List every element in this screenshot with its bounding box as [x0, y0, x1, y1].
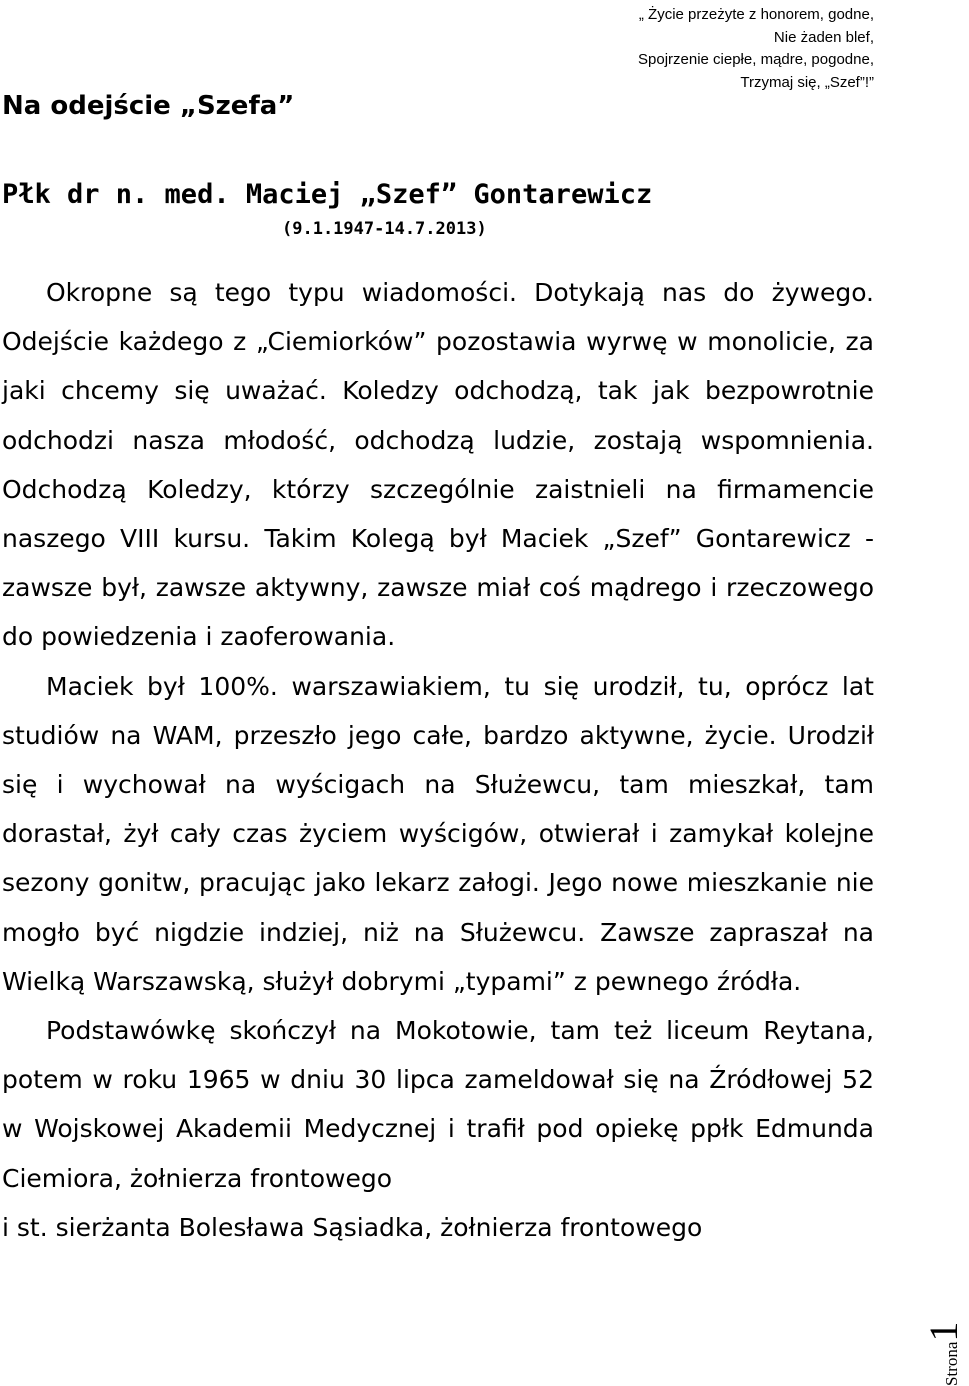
- paragraph: i st. sierżanta Bolesława Sąsiadka, żołnierza frontowego: [2, 1212, 703, 1242]
- page-number: 1: [921, 1321, 966, 1342]
- epigraph-line: „ Życie przeżyte z honorem, godne,: [638, 6, 874, 23]
- page-footer: [921, 1321, 969, 1386]
- subject-dates: (9.1.1947-14.7.2013): [282, 219, 487, 239]
- epigraph-line: Nie żaden blef,: [773, 28, 874, 46]
- body-text: [2, 268, 874, 1252]
- paragraph: Okropne są tego typu wiadomości. Dotykają nas do żywego. Odejście każdego z „Ciemiorków” pozostawia wyrwę w monolicie, za jaki chcemy się uważać. Koledzy odchodzą, tak jak bezpowrotnie odchodzi nasza młodość, odchodzą ludzie, zostają wspomnienia. Odchodzą Koledzy, którzy szczególnie zaistnieli na firmamencie naszego VIII kursu. Takim Kolegą był Maciek „Szef” Gontarewicz - zawsze był, zawsze aktywny, zawsze miał coś mądrego i rzeczowego do powiedzenia i zaoferowania.: [2, 278, 874, 652]
- page-label: Strona: [942, 1341, 961, 1386]
- subject-name: Płk dr n. med. Maciej „Szef” Gontarewicz: [2, 179, 653, 210]
- epigraph-line: Trzymaj się, „Szef”!”: [740, 73, 874, 91]
- epigraph: [638, 4, 874, 94]
- paragraph: Maciek był 100%. warszawiakiem, tu się urodził, tu, oprócz lat studiów na WAM, przeszło jego całe, bardzo aktywne, życie. Urodził się i wychował na wyścigach na Służewcu, tam mieszkał, tam dorastał, żył cały czas życiem wyścigów, otwierał i zamykał kolejne sezony gonitw, pracując jako lekarz załogi. Jego nowe mieszkanie nie mogło być nigdzie indziej, niż na Służewcu. Zawsze zapraszał na Wielką Warszawską, służył dobrymi „typami” z pewnego źródła.: [2, 671, 874, 996]
- document-title: Na odejście „Szefa”: [2, 91, 295, 121]
- paragraph: Podstawówkę skończył na Mokotowie, tam też liceum Reytana, potem w roku 1965 w dniu 30 lipca zameldował się na Źródłowej 52 w Wojskowej Akademii Medycznej i trafił pod opiekę ppłk Edmunda Ciemiora, żołnierza frontowego: [2, 1016, 874, 1193]
- epigraph-line: Spojrzenie ciepłe, mądre, pogodne,: [638, 51, 874, 68]
